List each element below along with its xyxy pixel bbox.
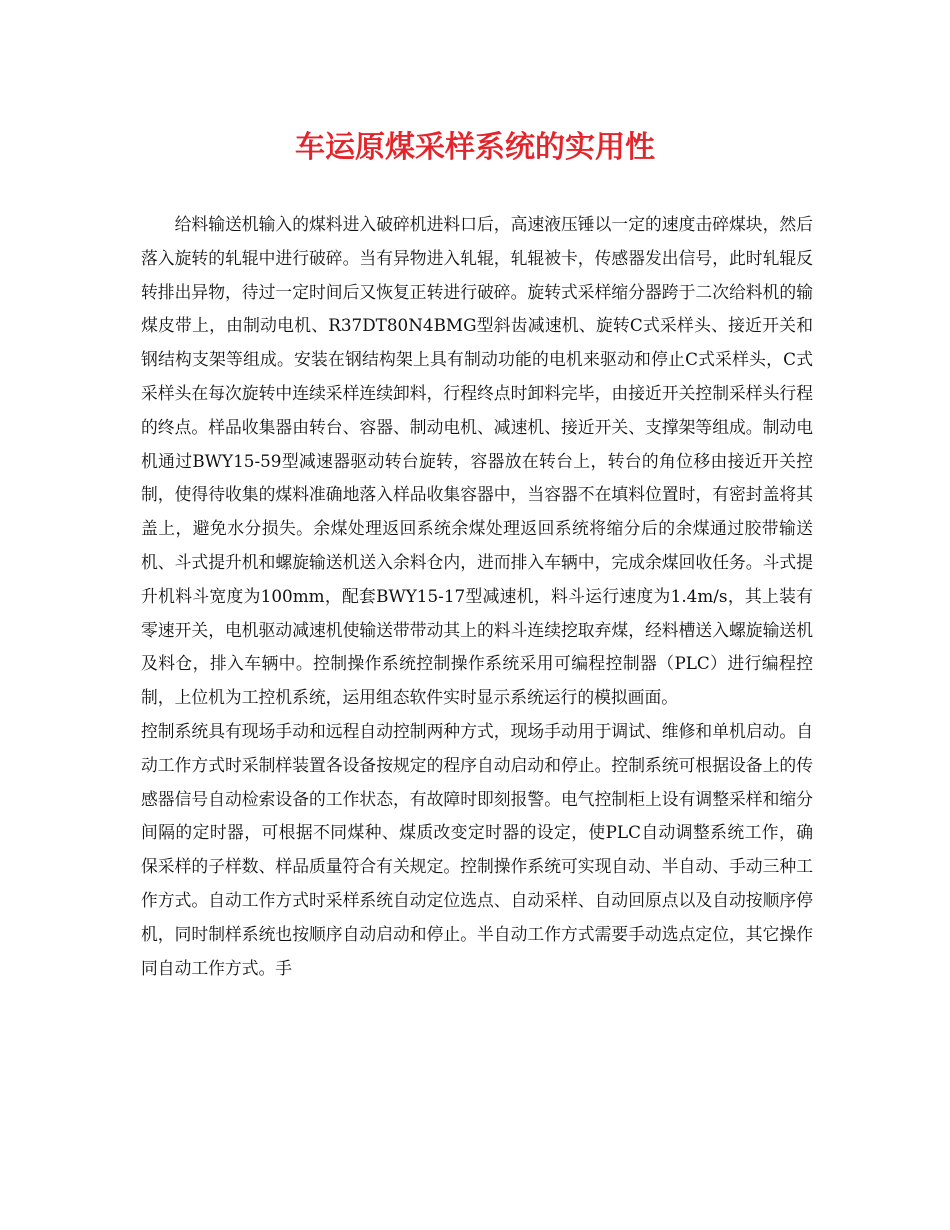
paragraph-2: 控制系统具有现场手动和远程自动控制两种方式，现场手动用于调试、维修和单机启动。自动工作方式时采制样装置各设备按规定的程序自动启动和停止。控制系统可根据设备上的传感器信号自动检索设备的工作状态，有故障时即刻报警。电气控制柜上设有调整采样和缩分间隔的定时器，可根据不同煤种、煤质改变定时器的设定，使PLC自动调整系统工作，确保采样的子样数、样品质量符合有关规定。控制操作系统可实现自动、半自动、手动三种工作方式。自动工作方式时采样系统自动定位选点、自动采样、自动回原点以及自动按顺序停机，同时制样系统也按顺序自动启动和停止。半自动工作方式需要手动选点定位，其它操作同自动工作方式。手 <box>141 720 813 978</box>
paragraph-1: 给料输送机输入的煤料进入破碎机进料口后，高速液压锤以一定的速度击碎煤块，然后落入旋转的轧辊中进行破碎。当有异物进入轧辊，轧辊被卡，传感器发出信号，此时轧辊反转排出异物，待过一定时间后又恢复正转进行破碎。旋转式采样缩分器跨于二次给料机的输煤皮带上，由制动电机、R37DT80N4BMG型斜齿减速机、旋转C式采样头、接近开关和钢结构支架等组成。安装在钢结构架上具有制动功能的电机来驱动和停止C式采样头，C式采样头在每次旋转中连续采样连续卸料，行程终点时卸料完毕，由接近开关控制采样头行程的终点。样品收集器由转台、容器、制动电机、减速机、接近开关、支撑架等组成。制动电机通过BWY15-59型减速器驱动转台旋转，容器放在转台上，转台的角位移由接近开关控制，使得待收集的煤料准确地落入样品收集容器中，当容器不在填料位置时，有密封盖将其盖上，避免水分损失。余煤处理返回系统余煤处理返回系统将缩分后的余煤通过胶带输送机、斗式提升机和螺旋输送机送入余料仓内，进而排入车辆中，完成余煤回收任务。斗式提升机料斗宽度为100mm，配套BWY15-17型减速机，料斗运行速度为1.4m/s，其上装有零速开关，电机驱动减速机使输送带带动其上的料斗连续挖取弃煤，经料槽送入螺旋输送机及料仓，排入车辆中。控制操作系统控制操作系统采用可编程控制器（PLC）进行编程控制，上位机为工控机系统，运用组态软件实时显示系统运行的模拟画面。 <box>141 214 813 708</box>
document-title: 车运原煤采样系统的实用性 <box>295 130 655 165</box>
document-body <box>141 208 813 985</box>
